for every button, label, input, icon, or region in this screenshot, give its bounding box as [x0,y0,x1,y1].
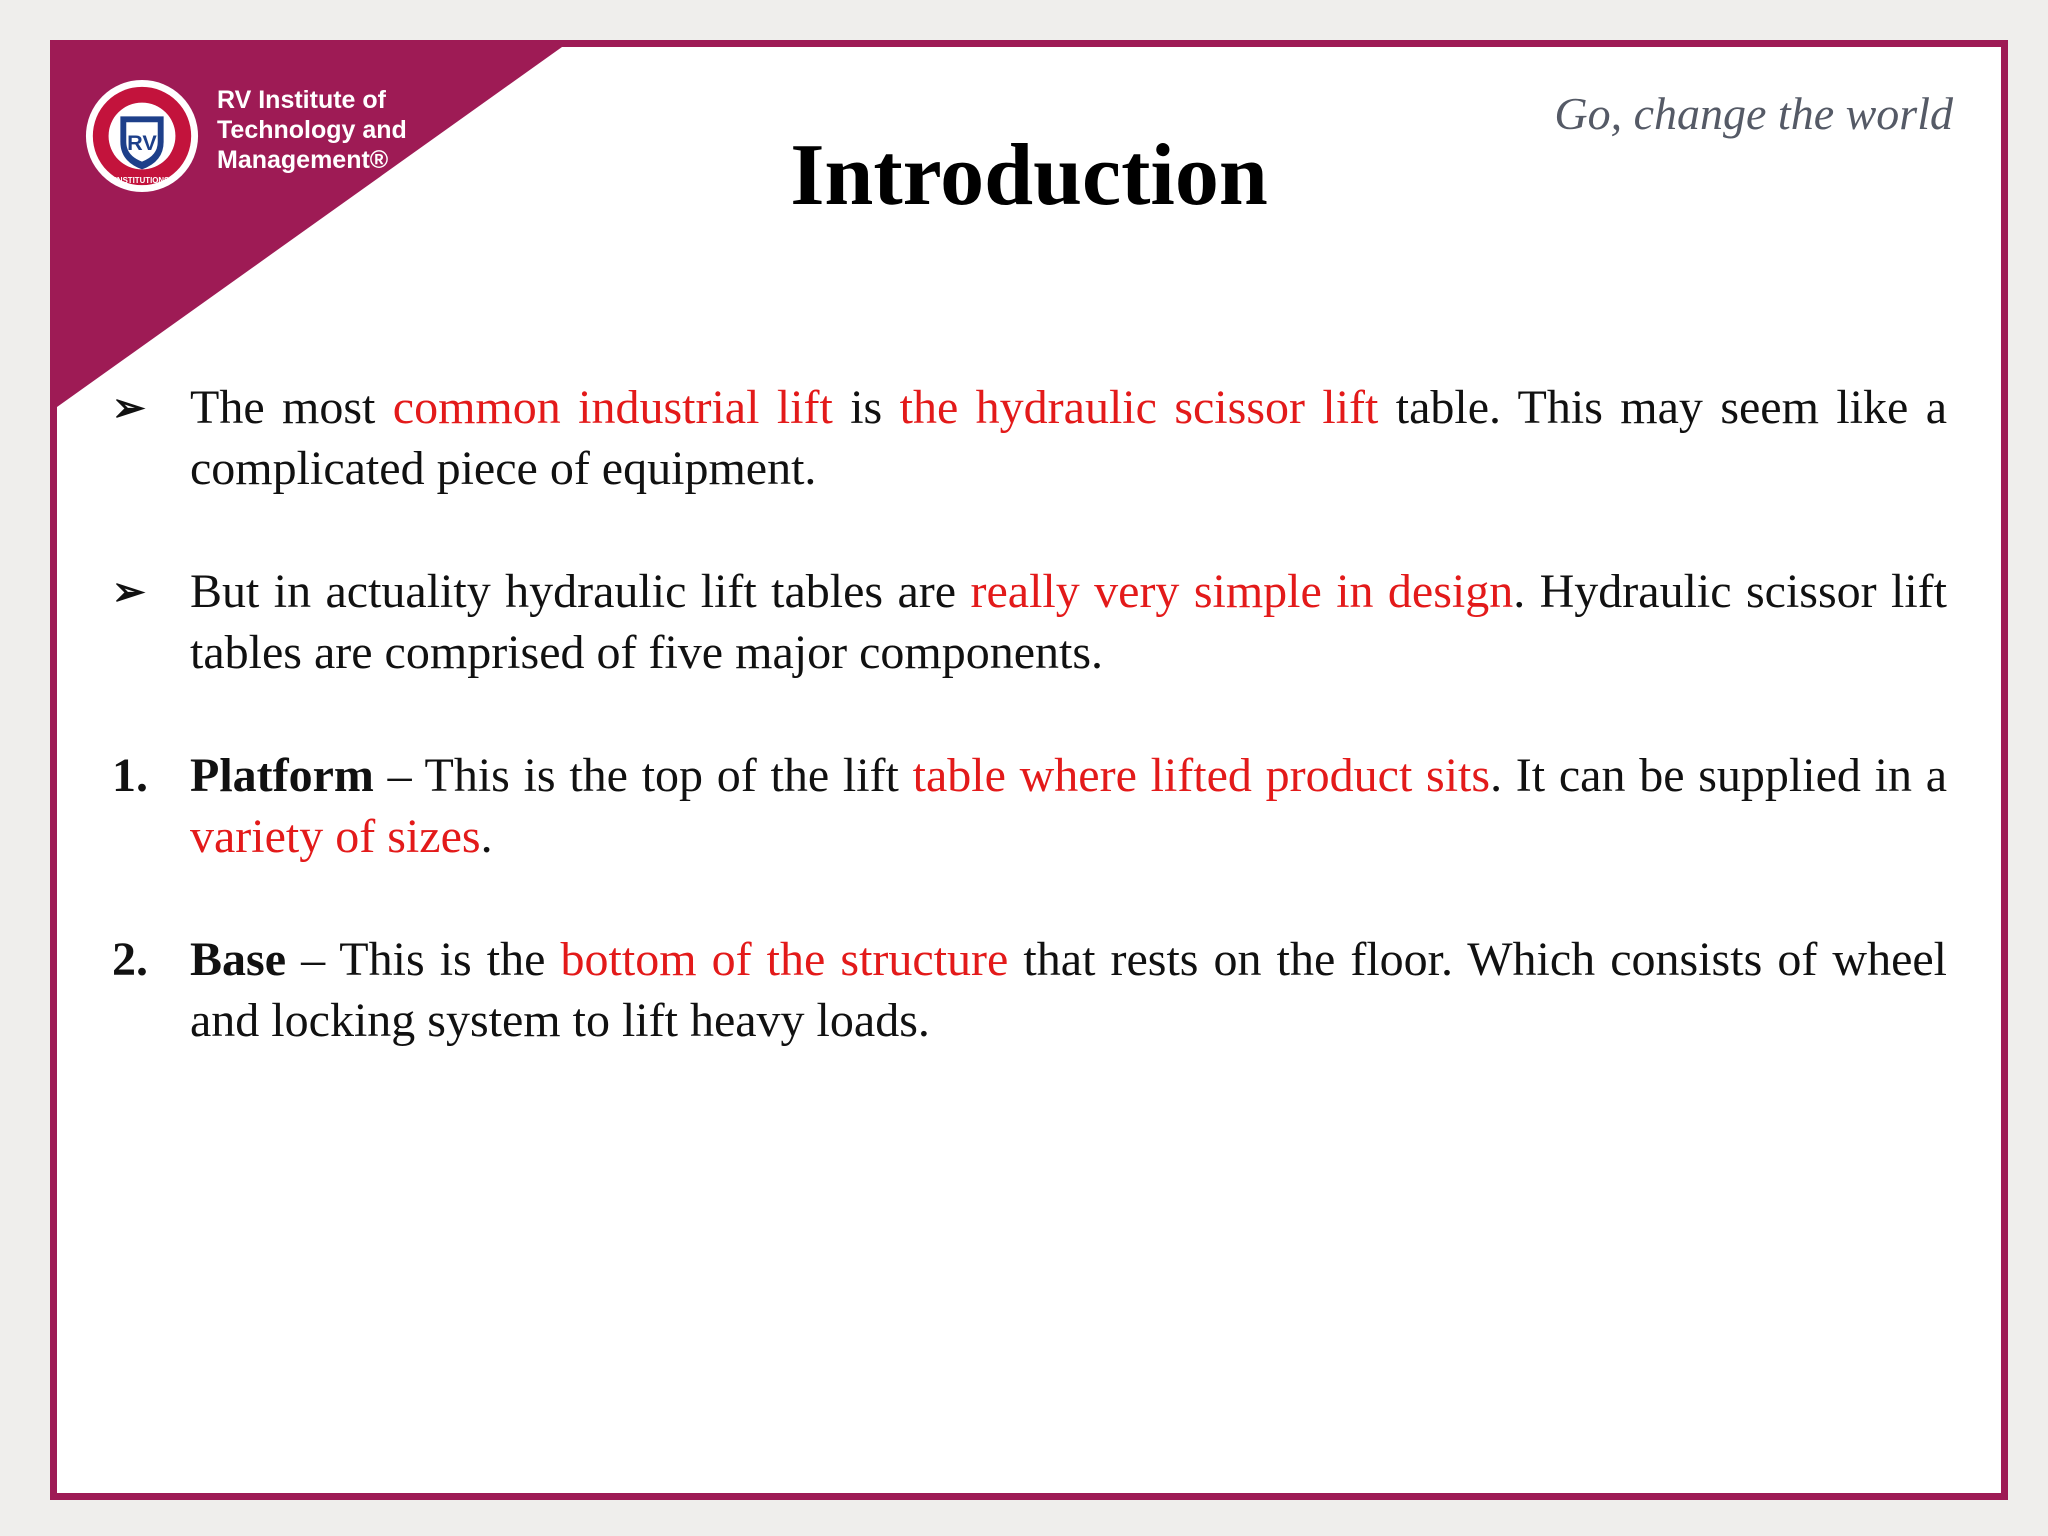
institute-name-line-1: RV Institute of [217,86,386,114]
logo-letters: RV [127,129,157,155]
item-text: . [480,810,493,863]
component-term: Base [190,933,286,986]
highlight-text: common industrial lift [392,381,833,434]
bullet-item [112,561,1947,683]
highlight-text: variety of sizes [190,810,481,863]
slide [50,40,2008,1500]
institute-name-line-3: Management® [217,146,389,174]
item-text: – This is the top of the lift [373,749,913,802]
item-text: that rests on the floor. Which consists of wheel and locking system to lift heavy loads. [190,933,1948,1047]
bullet-item [112,377,1947,499]
item-text: – This is the [286,933,561,986]
bullet-text: table. This may seem like a complicated piece of equipment. [190,381,1947,495]
item-text: . It can be supplied in a [1490,749,1948,802]
logo-ring-text: INSTITUTIONS [114,176,170,186]
bullet-text: . Hydraulic scissor lift tables are comprised of five major components. [190,565,1948,679]
arrow-bullet-icon: ➢ [112,385,146,430]
item-number: 2. [112,933,148,986]
highlight-text: table where lifted product sits [912,749,1491,802]
highlight-text: bottom of the structure [560,933,1009,986]
bullet-text: is [832,381,900,434]
bullet-text: But in actuality hydraulic lift tables are [190,565,971,618]
numbered-item [112,745,1947,867]
numbered-item [112,929,1947,1051]
tagline: Go, change the world [1554,88,1953,139]
item-number: 1. [112,749,148,802]
slide-title: Introduction [790,127,1268,224]
highlight-text: the hydraulic scissor lift [899,381,1379,434]
component-term: Platform [190,749,374,802]
bullet-text: The most [190,381,393,434]
slide-content [112,377,1947,1113]
highlight-text: really very simple in design [970,565,1514,618]
institute-name-line-2: Technology and [217,116,407,144]
arrow-bullet-icon: ➢ [112,569,146,614]
